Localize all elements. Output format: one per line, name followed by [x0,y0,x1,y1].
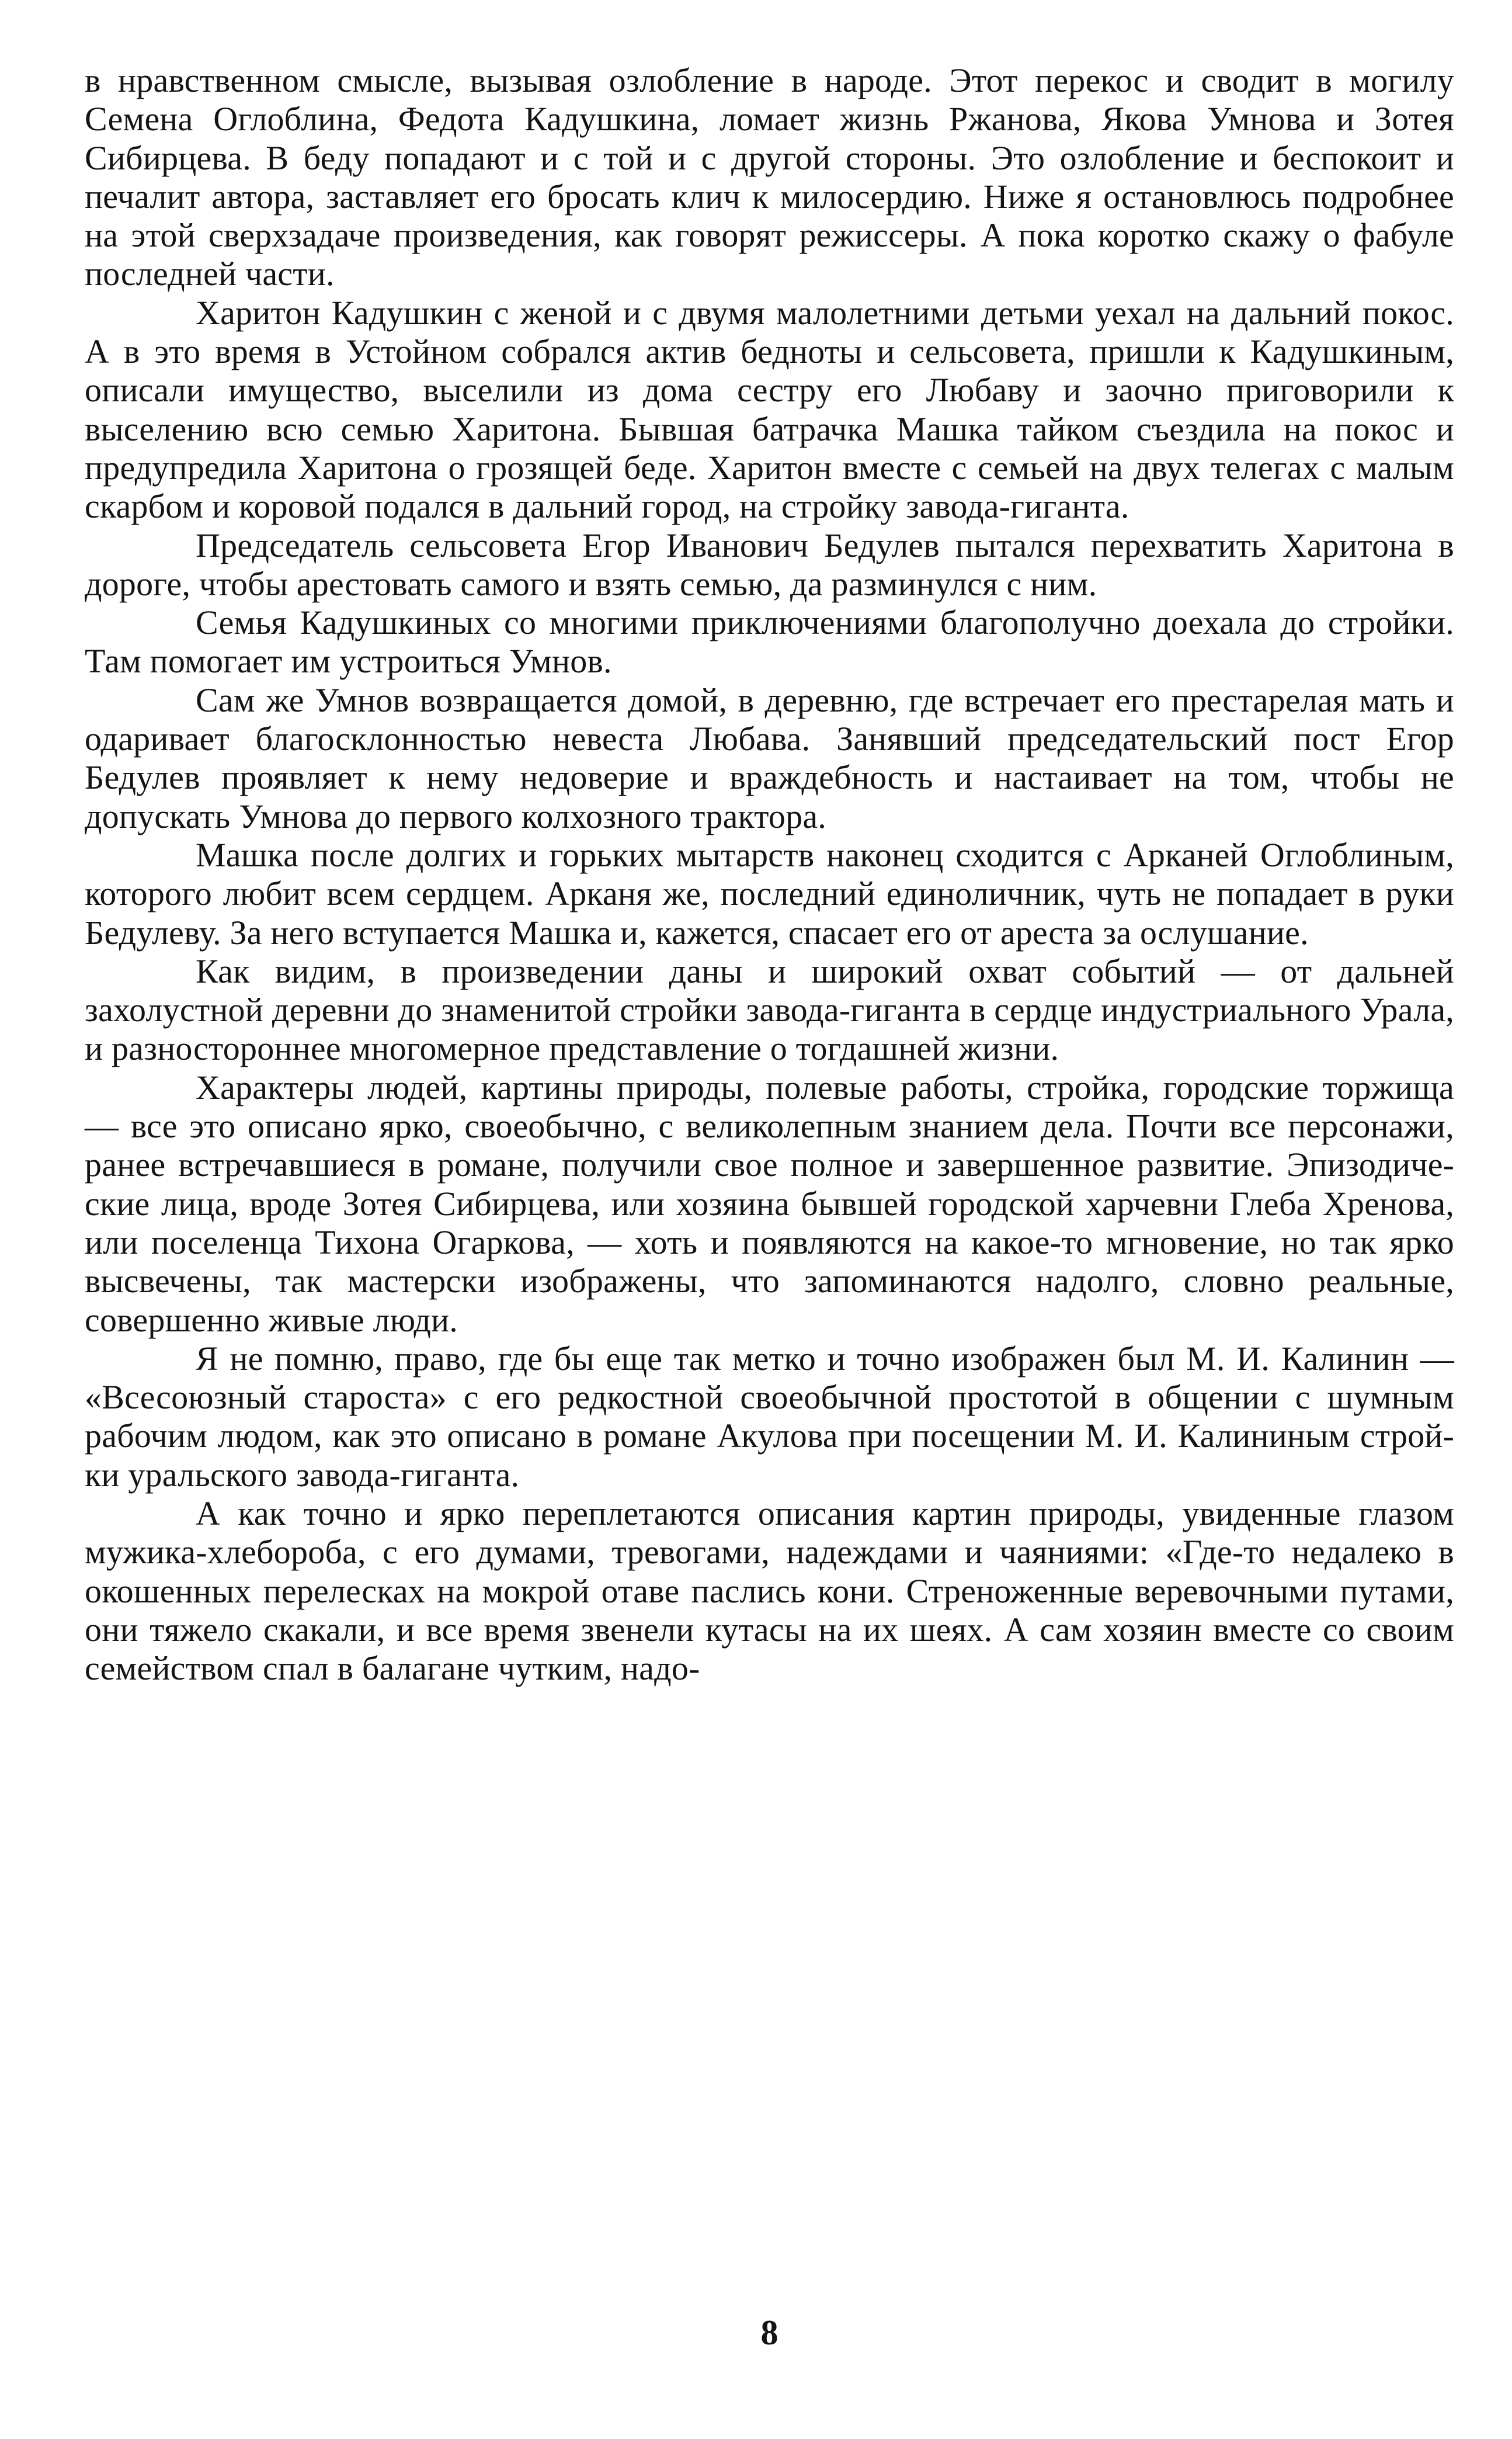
book-page [85,61,1454,2386]
paragraph-5: Сам же Умнов возвращается домой, в деревню, где встречает его престарелая мать и одаривает благосклонностью невеста Любава. Занявший председательский пост Егор Бедулев проявляет к нему недоверие и враждебность и настаивает на том, чтобы не допускать Умнова до первого колхозного трактора. [85,681,1454,835]
paragraph-2: Харитон Кадушкин с женой и с двумя малолетними детьми уехал на дальний покос. А в это время в Устойном собрался актив бедноты и сельсовета, пришли к Кадушкиным, описали имущество, выселили из дома сестру его Любаву и заочно приговорили к выселению всю семью Харитона. Бывшая батрачка Машка тайком съездила на покос и предупредила Харитона о грозящей беде. Харитон вместе с семьей на двух телегах с малым скарбом и коровой подался в дальний город, на стройку завода-гиганта. [85,293,1454,526]
paragraph-1: в нравственном смысле, вызывая озлобление в народе. Этот перекос и сводит в могилу Семена Оглоблина, Федота Кадушкина, ломает жизнь Ржанова, Якова Умнова и Зотея Сибирцева. В беду попадают и с той и с другой стороны. Это озлобление и беспокоит и печалит автора, заставляет его бросать клич к милосердию. Ниже я остановлюсь подробнее на этой сверхзадаче произведения, как говорят режиссеры. А пока коротко скажу о фабуле последней части. [85,61,1454,293]
paragraph-6: Машка после долгих и горьких мытарств наконец сходится с Арканей Оглоблиным, которого любит всем сердцем. Арканя же, последний единоличник, чуть не попадает в руки Бедулеву. За него вступается Машка и, кажется, спасает его от ареста за ослушание. [85,835,1454,952]
paragraph-3: Председатель сельсовета Егор Иванович Бедулев пытался перехватить Харитона в дороге, чтобы арестовать самого и взять семью, да разминулся с ним. [85,526,1454,603]
paragraph-8: Характеры людей, картины природы, полевые работы, стройка, городские торжища — все это описано ярко, своеобычно, с великолепным знанием дела. Почти все персонажи, ранее встречавшиеся в романе, получили свое полное и завершенное развитие. Эпизодические лица, вроде Зотея Сибирцева, или хозяина бывшей городской харчевни Глеба Хренова, или поселенца Тихона Огаркова, — хоть и появляются на какое-то мгновение, но так ярко высвечены, так мастерски изображены, что запоминаются надолго, словно реальные, совершенно живые люди. [85,1068,1454,1339]
paragraph-4: Семья Кадушкиных со многими приключениями благополучно доехала до стройки. Там помогает им устроиться Умнов. [85,603,1454,681]
page-number: 8 [760,2313,778,2352]
page-body-text [85,61,1454,1688]
paragraph-7: Как видим, в произведении даны и широкий охват событий — от дальней захолустной деревни до знаменитой стройки завода-гиганта в сердце индустриального Урала, и разностороннее многомерное представление о тогдашней жизни. [85,952,1454,1068]
paragraph-10: А как точно и ярко переплетаются описания картин природы, увиденные глазом мужика-хлебороба, с его думами, тревогами, надеждами и чаяниями: «Где-то недалеко в окошенных перелесках на мокрой отаве паслись кони. Стреноженные веревочными путами, они тяжело скакали, и все время звенели кутасы на их шеях. А сам хозяин вместе со своим семейством спал в балагане чутким, надо- [85,1494,1454,1688]
paragraph-9: Я не помню, право, где бы еще так метко и точно изображен был М. И. Калинин — «Всесоюзный староста» с его редкостной своеобычной простотой в общении с шумным рабочим людом, как это описано в романе Акулова при посещении М. И. Калининым стройки уральского завода-гиганта. [85,1339,1454,1494]
